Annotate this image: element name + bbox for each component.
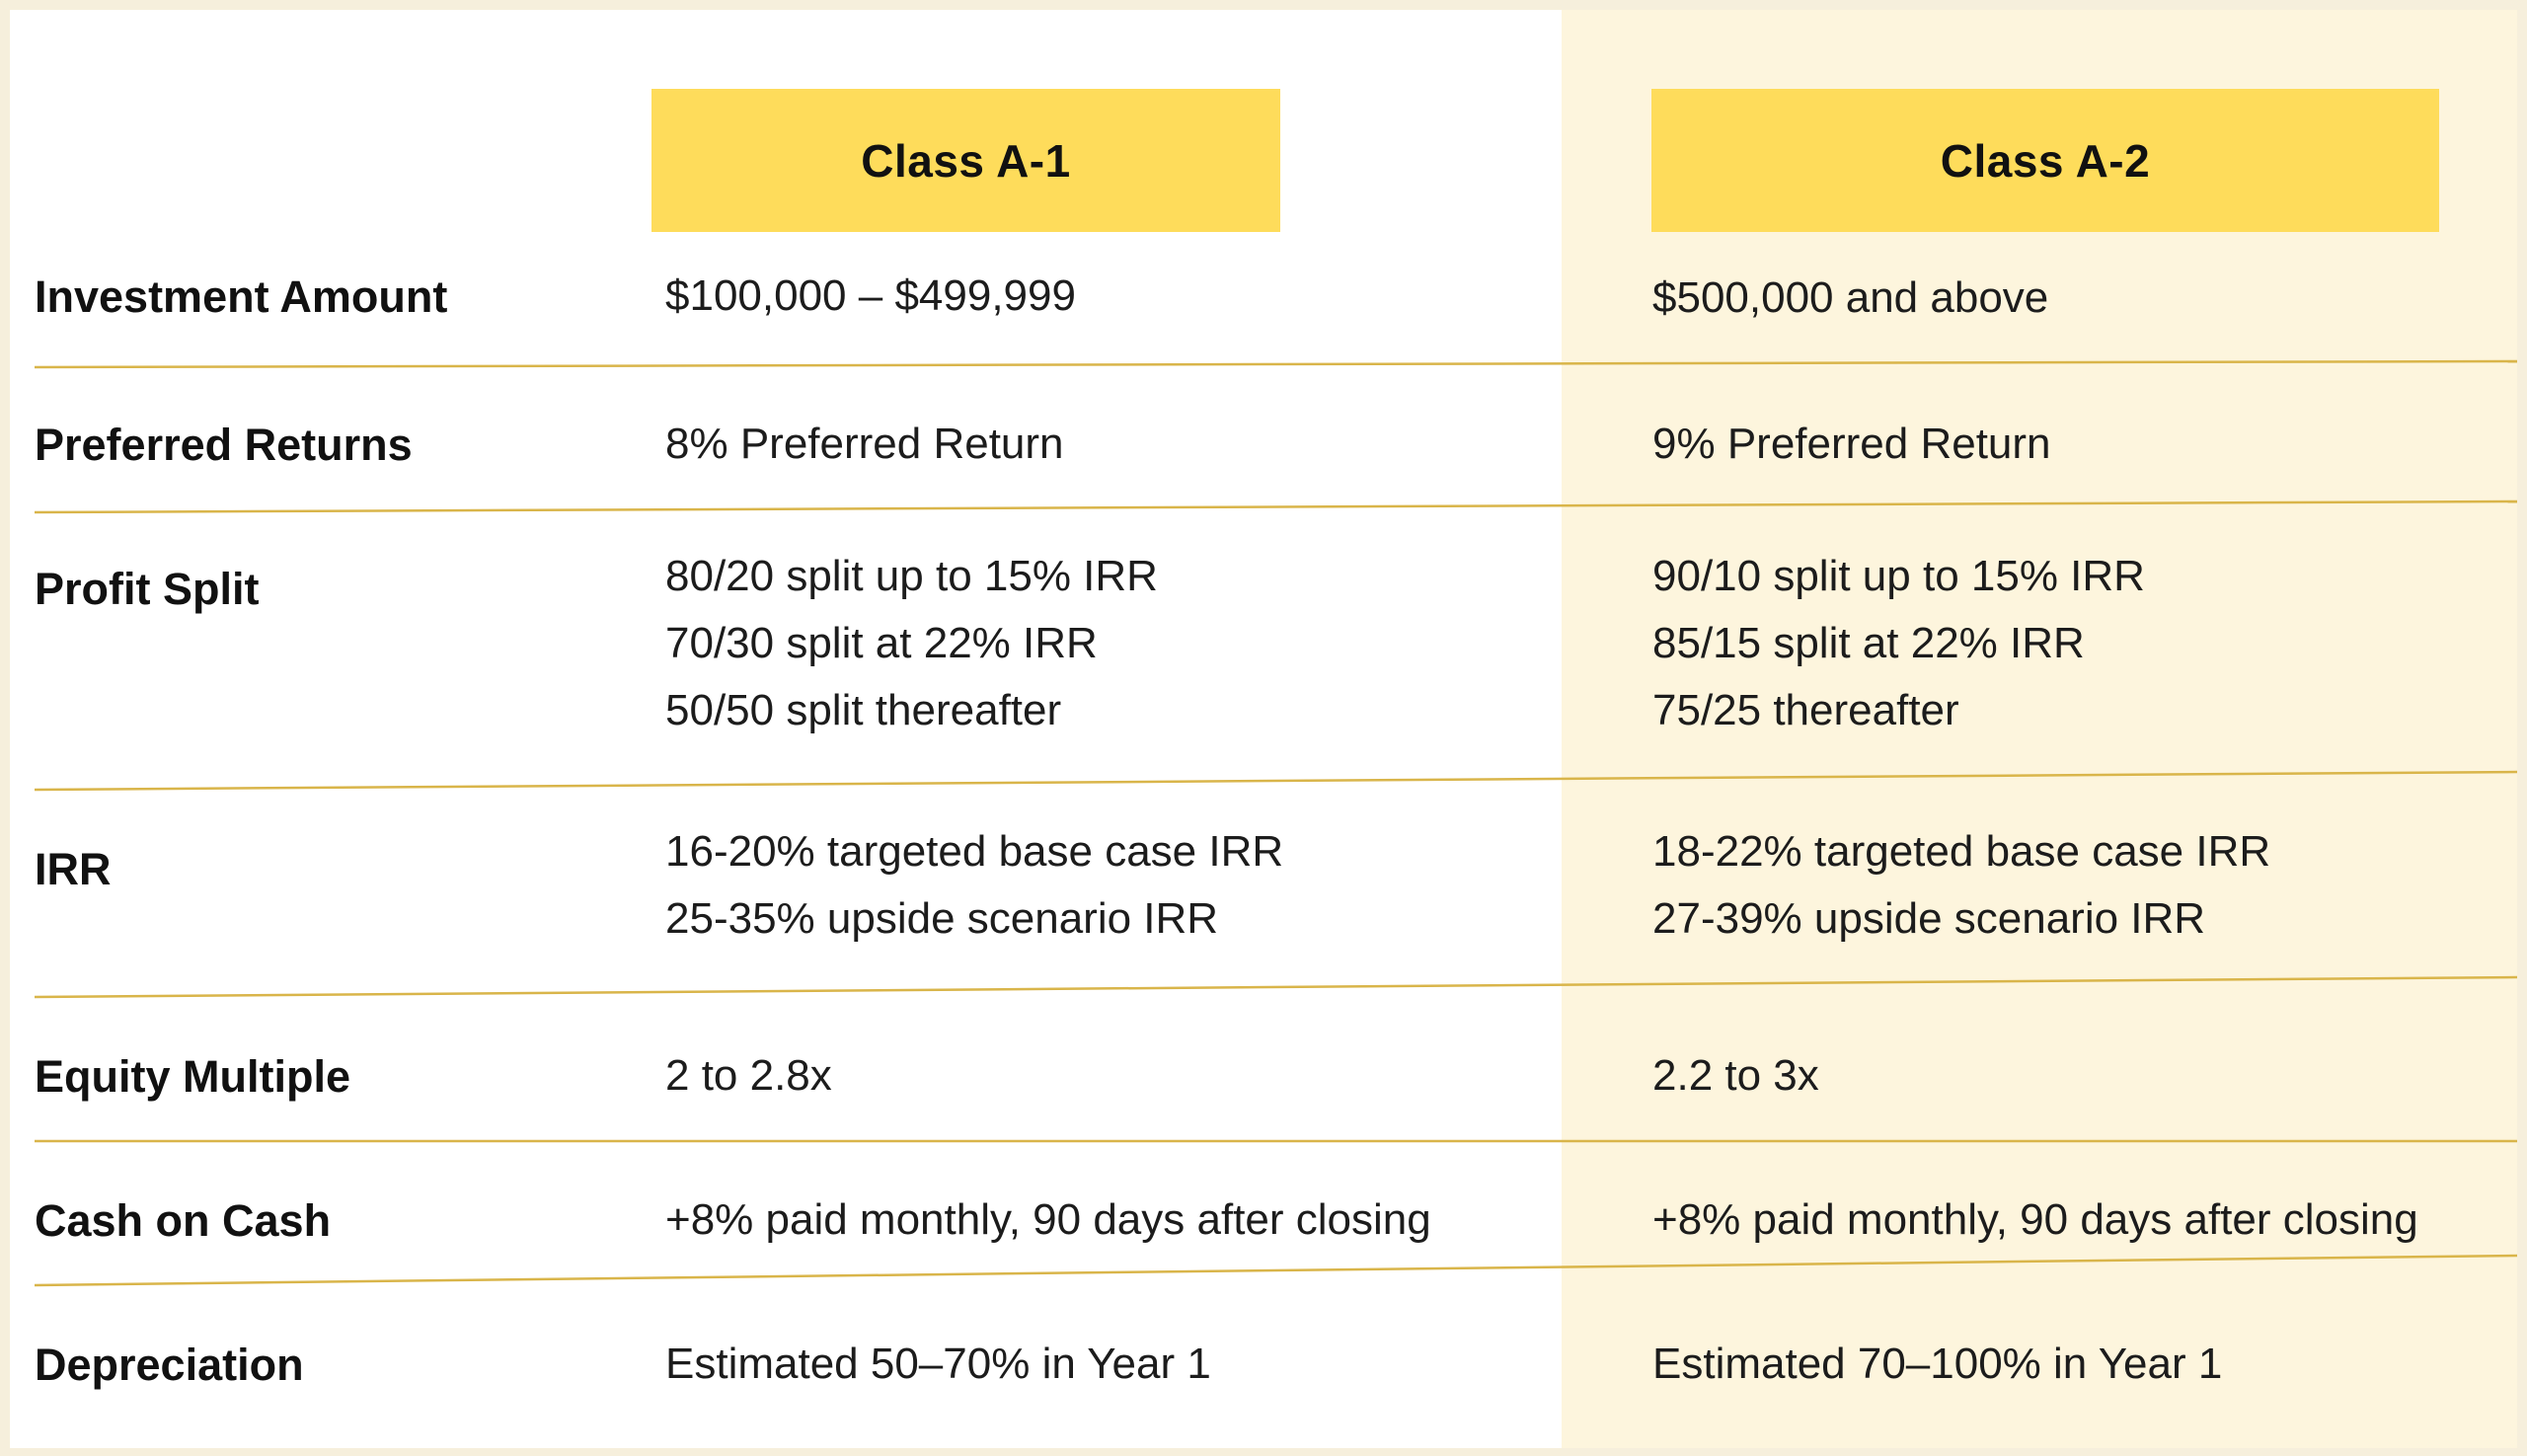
row-label-depreciation: Depreciation xyxy=(35,1340,304,1390)
profit-split-a1 xyxy=(665,543,1158,744)
preferred-returns-a1: 8% Preferred Return xyxy=(665,420,1064,468)
cash-on-cash-a1: +8% paid monthly, 90 days after closing xyxy=(665,1195,1431,1244)
row-label-investment-amount: Investment Amount xyxy=(35,271,448,322)
cash-on-cash-a2: +8% paid monthly, 90 days after closing xyxy=(1652,1195,2418,1244)
profit-split-a2-line: 85/15 split at 22% IRR xyxy=(1652,619,2085,667)
profit-split-a2 xyxy=(1652,543,2145,744)
irr-a2 xyxy=(1652,818,2270,953)
equity-multiple-a1: 2 to 2.8x xyxy=(665,1051,832,1100)
profit-split-a1-line: 50/50 split thereafter xyxy=(665,686,1062,734)
profit-split-a2-line: 90/10 split up to 15% IRR xyxy=(1652,552,2145,600)
irr-a1-line: 25-35% upside scenario IRR xyxy=(665,894,1219,943)
row-label-preferred-returns: Preferred Returns xyxy=(35,420,413,470)
equity-multiple-a2: 2.2 to 3x xyxy=(1652,1051,1819,1100)
profit-split-a1-line: 80/20 split up to 15% IRR xyxy=(665,552,1158,600)
preferred-returns-a2: 9% Preferred Return xyxy=(1652,420,2051,468)
profit-split-a2-line: 75/25 thereafter xyxy=(1652,686,1959,734)
depreciation-a2: Estimated 70–100% in Year 1 xyxy=(1652,1340,2223,1388)
profit-split-a1-line: 70/30 split at 22% IRR xyxy=(665,619,1098,667)
depreciation-a1: Estimated 50–70% in Year 1 xyxy=(665,1340,1211,1388)
class-a2-header: Class A-2 xyxy=(1651,89,2439,232)
irr-a2-line: 27-39% upside scenario IRR xyxy=(1652,894,2206,943)
investment-amount-a1: $100,000 – $499,999 xyxy=(665,271,1076,320)
row-label-cash-on-cash: Cash on Cash xyxy=(35,1195,332,1246)
row-label-equity-multiple: Equity Multiple xyxy=(35,1051,350,1102)
class-a1-header: Class A-1 xyxy=(651,89,1280,232)
row-label-irr: IRR xyxy=(35,844,112,894)
irr-a1 xyxy=(665,818,1283,953)
irr-a1-line: 16-20% targeted base case IRR xyxy=(665,827,1284,876)
comparison-table xyxy=(10,10,2517,1448)
investment-amount-a2: $500,000 and above xyxy=(1652,273,2049,322)
irr-a2-line: 18-22% targeted base case IRR xyxy=(1652,827,2271,876)
row-label-profit-split: Profit Split xyxy=(35,564,260,614)
